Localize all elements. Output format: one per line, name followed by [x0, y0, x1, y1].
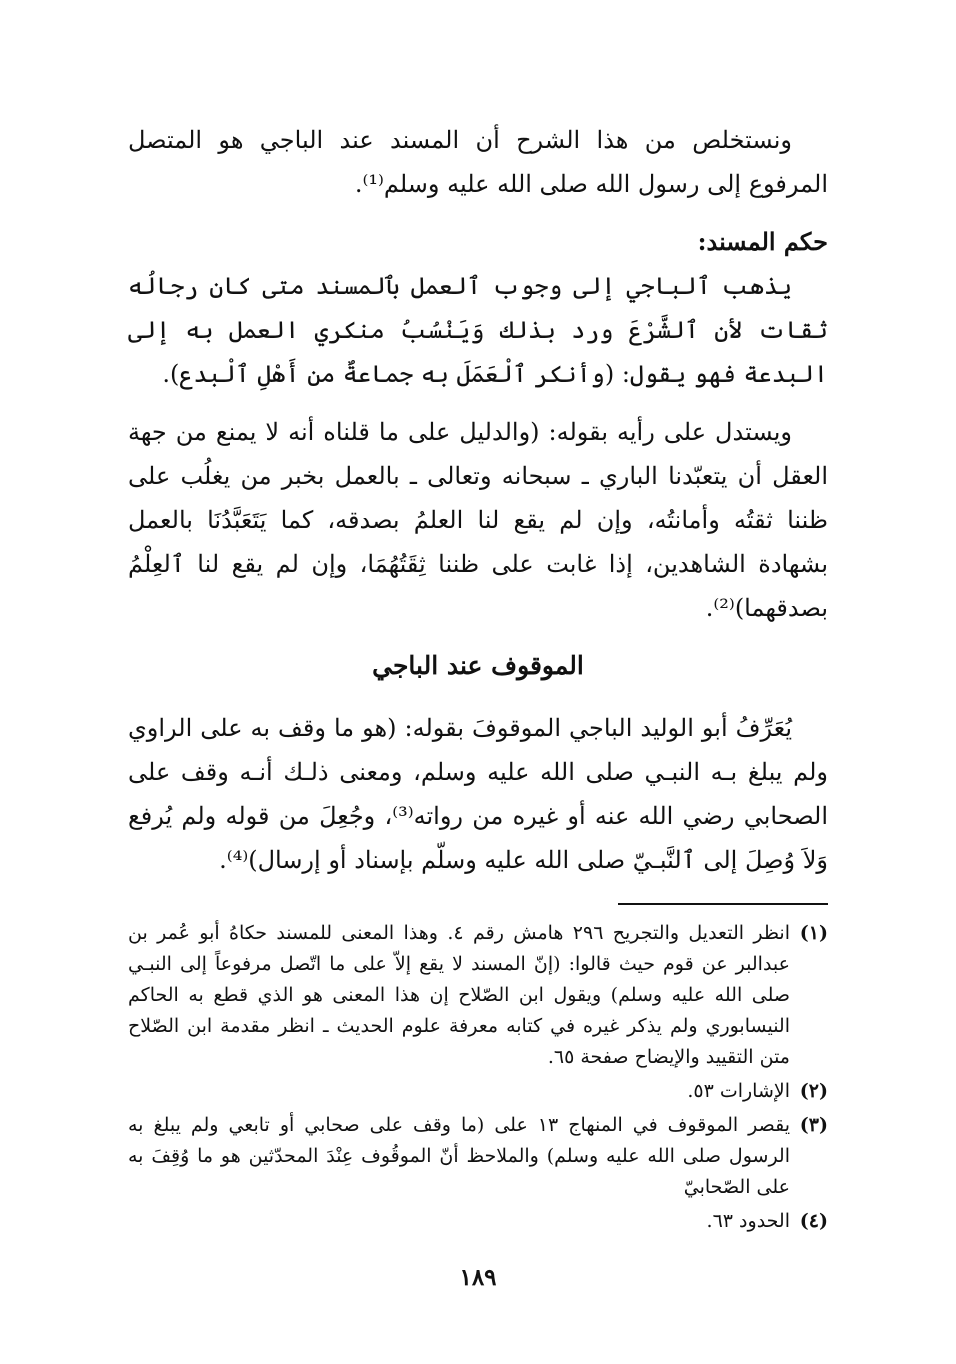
footnote-text: الحدود ٦٣.: [706, 1210, 790, 1232]
page-number: ١٨٩: [459, 1264, 497, 1291]
footnote-3: [128, 1110, 828, 1203]
footnote-number: (٤): [799, 1210, 828, 1232]
heading-musnad-ruling: حكم المسند:: [697, 227, 828, 256]
footnote-number: (١): [799, 922, 828, 944]
footnote-number: (٢): [799, 1080, 828, 1102]
paragraph-baji-view: يذهب ٱلباجي إلى وجوب ٱلعمل بٱلمسند متى كان رجالُه ثقات لأن ٱلشَّرْعَ ورد بذلك وَيَنْسُبُ منكري العمل به إلى البدعة فهو يقول: (وأنكر ٱلْعَمَلَ به جماعةٌ من أَهْلِ ٱلْبدع).: [128, 272, 828, 388]
footnote-text: انظر التعديل والتجريح ٢٩٦ هامش رقم ٤. وهذا المعنى للمسند حكاهُ أبو عُمر بن عبدالبر عن قوم حيث قالوا: (إنّ المسند لا يقع إلاّ على ما اتّصل مرفوعاً إلى النبـي صلى الله عليه وسلم) ويقول ابن الصّلاح إن هذا المعنى هو الذي قطع به الحاكم النيسابوري ولم يذكر غيره في كتابه معرفة علوم الحديث ـ انظر مقدمة ابن الصّلاح متن التقييد والإيضاح صفحة ٦٥.: [128, 922, 790, 1068]
paragraph-mawquf-definition: يُعَرِّفُ أبو الوليد الباجي الموقوفَ بقوله: (هو ما وقف به على الراوي ولم يبلغ بـه النبـي صلى الله عليه وسلم، ومعنى ذلـك أنـه وقف على الصحابي رضي الله عنه أو غيره من رواته⁽³⁾، وجُعِلَ من قوله ولم يُرفع وَلاَ وُصِلَ إلى ٱلنَّبـيّ صلى الله عليه وسلّم بإسناد أو إرسال)⁽⁴⁾.: [128, 714, 828, 874]
footnote-text: الإشارات ٥٣.: [687, 1080, 790, 1102]
paragraph-conclusion: ونستخلص من هذا الشرح أن المسند عند الباجي هو المتصل المرفوع إلى رسول الله صلى الله عليه وسلم⁽¹⁾.: [128, 126, 828, 198]
footnote-1: [128, 918, 828, 1073]
paragraph-evidence: ويستدل على رأيه بقوله: (والدليل على ما قلناه أنه لا يمنع من جهة العقل أن يتعبّدنا الباري ـ سبحانه وتعالى ـ بالعمل بخبر من يغلُب على ظننا ثقتُه وأمانتُه، وإن لم يقع لنا العلمُ بصدقه، كما يَتَعَبَّدُنَا بالعمل بشهادة الشاهدين، إذا غابت على ظننا ثِقَتُهُمَا، وإن لم يقع لنا ٱلعِلْمُ بصدقهما)⁽²⁾.: [128, 418, 828, 622]
footnote-divider: [618, 903, 828, 905]
footnote-text: يقصر الموقوف في المنهاج ١٣ على (ما وقف على صحابي أو تابعي ولم يبلغ به الرسول صلى الله عليه وسلم) والملاحظ أنّ الموقُوف عِنْدَ المحدّثين هو ما وُقِفَ به على الصّحابيّ: [128, 1114, 790, 1198]
footnote-2: [128, 1076, 828, 1107]
footnotes-section: [128, 918, 828, 1240]
footnote-4: [128, 1206, 828, 1237]
main-text-body: [128, 118, 828, 896]
heading-mawquf: الموقوف عند الباجي: [372, 651, 584, 680]
footnote-number: (٣): [799, 1114, 828, 1136]
